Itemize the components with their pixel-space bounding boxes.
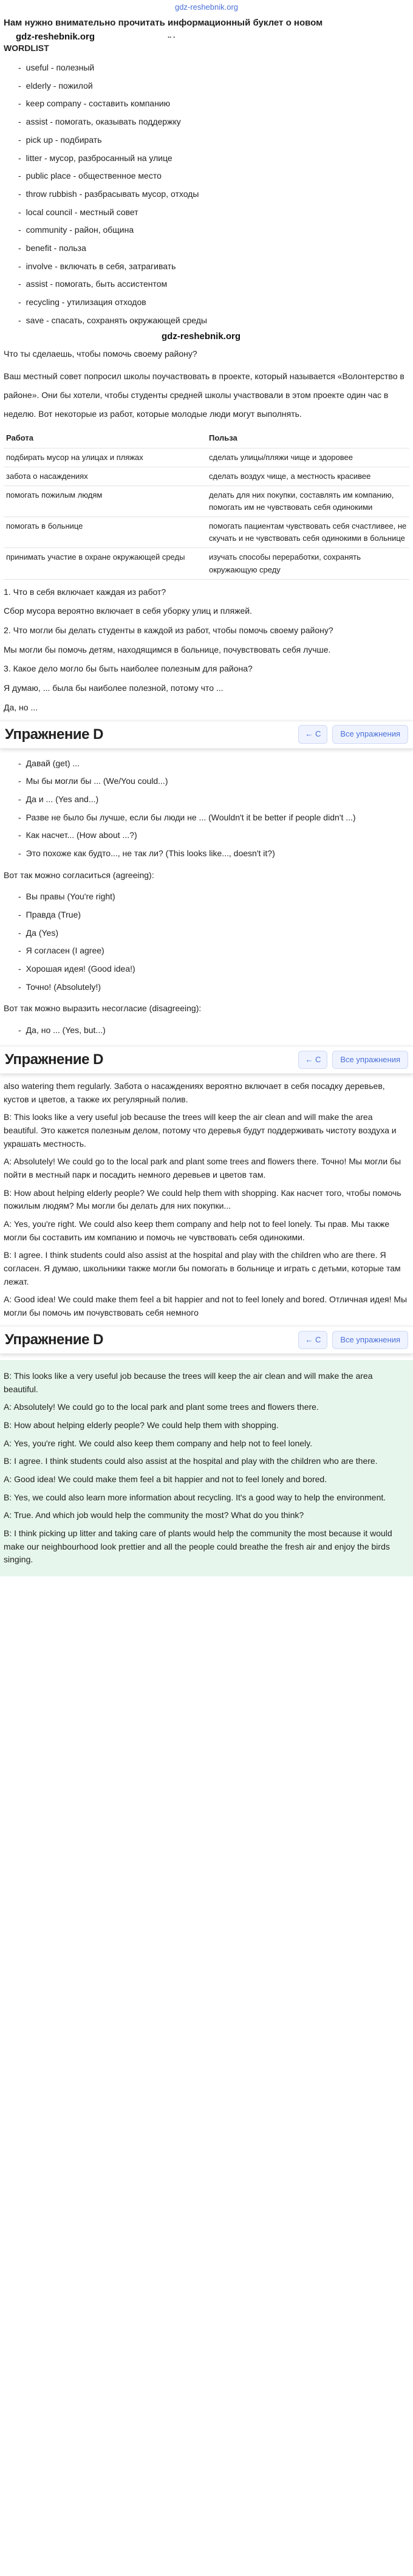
- dialogue-line: B: I agree. I think students could also assist at the hospital and play with the children who are there.: [4, 1456, 378, 1466]
- dialogue-line: A: Yes, you're right. We could also keep them company and help not to feel lonely. Ты прав. Мы также могли бы составить им компанию и помочь не чувствовать себя одинокими.: [4, 1219, 390, 1242]
- exercise-nav-bar: [0, 1326, 413, 1354]
- dialogue-line: A: Good idea! We could make them feel a bit happier and not to feel lonely and bored.: [4, 1474, 327, 1484]
- list-item: - pick up - подбирать: [18, 131, 409, 149]
- table-cell: помогать пожилым людям: [4, 486, 206, 517]
- dialogue-line: A: Good idea! We could make them feel a bit happier and not to feel lonely and bored. Отличная идея! Мы могли бы помочь им почувствовать себя немного: [4, 1294, 408, 1318]
- list-item: - Да и ... (Yes and...): [18, 791, 409, 809]
- dialogue-line: B: How about helping elderly people? We could help them with shopping. Как насчет того, чтобы помочь пожилым людям? Мы могли бы делать для них покупки...: [4, 1187, 401, 1211]
- list-item: - Как насчет... (How about ...?): [18, 826, 409, 845]
- list-item: - recycling - утилизация отходов: [18, 294, 409, 312]
- table-row: [4, 448, 409, 467]
- list-item: - useful - полезный: [18, 59, 409, 77]
- table-cell: забота о насаждениях: [4, 467, 206, 486]
- dialogue-line: B: Yes, we could also learn more information about recycling. It's a good way to help the environment.: [4, 1492, 386, 1502]
- question-2: 2. Что могли бы делать студенты в каждой из работ, чтобы помочь своему району?: [4, 625, 333, 636]
- question-3: 3. Какое дело могло бы быть наиболее полезным для района?: [4, 664, 253, 674]
- table-cell: помогать пациентам чувствовать себя счастливее, не скучать и не чувствовать себя одинокими в больнице: [206, 517, 409, 548]
- exercise-nav-bar: [0, 1046, 413, 1074]
- dialogue-line: also watering them regularly. Забота о насаждениях вероятно включает в себя посадку деревьев, кустов и цветов, а также их регулярный полив.: [4, 1080, 385, 1104]
- list-item: - Давай (get) ...: [18, 755, 409, 773]
- phrases-list: [18, 755, 409, 863]
- site-link[interactable]: gdz-reshebnik.org: [174, 2, 239, 12]
- list-item: - public place - общественное место: [18, 167, 409, 185]
- watermark-row: [4, 329, 409, 342]
- list-item: - Правда (True): [18, 906, 409, 924]
- previous-exercise-button[interactable]: ← C: [298, 1331, 327, 1349]
- list-item: - community - район, община: [18, 221, 409, 239]
- watermark: gdz-reshebnik.org: [16, 32, 95, 43]
- table-cell: делать для них покупки, составлять им компанию, помогать им не чувствовать себя одинокими: [206, 486, 409, 517]
- list-item: - Да (Yes): [18, 924, 409, 943]
- answer-3: Я думаю, ... была бы наиболее полезной, потому что ...: [4, 683, 224, 693]
- intro-question: Что ты сделаешь, чтобы помочь своему району?: [4, 349, 197, 359]
- table-row: [4, 467, 409, 486]
- answer-2: Мы могли бы помочь детям, находящимся в больнице, почувствовать себя лучше.: [4, 644, 331, 654]
- dialogue-line: B: I agree. I think students could also assist at the hospital and play with the children who are there. Я согласен. Я думаю, школьники также могли бы помогать в больнице и играть с детьми, которые там лежат.: [4, 1250, 401, 1286]
- list-item: - Мы бы могли бы ... (We/You could...): [18, 772, 409, 791]
- exercise-controls: [298, 1051, 408, 1069]
- exercise-title: Упражнение D: [5, 1331, 103, 1348]
- wordlist: [18, 59, 409, 329]
- list-item: - assist - помогать, оказывать поддержку: [18, 113, 409, 131]
- intro-paragraph: Ваш местный совет попросил школы поучаствовать в проекте, который называется «Волонтерство в районе». Они бы хотели, чтобы студенты средней школы участвовали в этом проекте один час в неделю. Вот некоторые из работ, которые молодые люди могут выполнять.: [4, 371, 404, 419]
- table-cell: помогать в больнице: [4, 517, 206, 548]
- list-item: - local council - местный совет: [18, 204, 409, 222]
- table-cell: принимать участие в охране окружающей среды: [4, 548, 206, 579]
- table-row: [4, 548, 409, 579]
- list-item: - save - спасать, сохранять окружающей среды: [18, 312, 409, 330]
- list-item: - Хорошая идея! (Good idea!): [18, 960, 409, 978]
- disagreeing-list: [18, 1022, 409, 1040]
- list-item: - Это похоже как будто..., не так ли? (This looks like..., doesn't it?): [18, 845, 409, 863]
- column-header: Работа: [4, 429, 206, 448]
- dialogue-line: B: How about helping elderly people? We could help them with shopping.: [4, 1420, 279, 1430]
- list-item: - elderly - пожилой: [18, 77, 409, 95]
- exercise-title: Упражнение D: [5, 726, 103, 743]
- page-title: Нам нужно внимательно прочитать информационный буклет о новом: [4, 18, 323, 29]
- answer-1: Сбор мусора вероятно включает в себя уборку улиц и пляжей.: [4, 606, 252, 616]
- dialogue-line: A: Absolutely! We could go to the local park and plant some trees and flowers there. Точно! Мы могли бы пойти в местный парк и посадить немного деревьев и цветов там.: [4, 1156, 401, 1180]
- list-item: - litter - мусор, разбросанный на улице: [18, 149, 409, 168]
- watermark-row: [4, 30, 409, 42]
- exercise-nav-bar: [0, 721, 413, 749]
- tasks-table: [4, 429, 409, 579]
- dialogue-line: B: This looks like a very useful job because the trees will keep the air clean and will make the area beautiful. Это кажется полезным делом, потому что деревья будут поддерживать чистоту воздуха и украшать местность.: [4, 1112, 397, 1149]
- dialogue-line: B: This looks like a very useful job because the trees will keep the air clean and will make the area beautiful.: [4, 1370, 373, 1394]
- list-item: - Точно! (Absolutely!): [18, 978, 409, 997]
- question-1: 1. Что в себя включает каждая из работ?: [4, 586, 166, 597]
- agreeing-list: [18, 888, 409, 996]
- agreeing-label: Вот так можно согласиться (agreeing):: [4, 870, 154, 880]
- list-item: - Я согласен (I agree): [18, 942, 409, 960]
- exercise-title: Упражнение D: [5, 1051, 103, 1068]
- list-item: - Да, но ... (Yes, but...): [18, 1022, 409, 1040]
- table-cell: сделать воздух чище, а местность красивее: [206, 467, 409, 486]
- all-exercises-button[interactable]: Все упражнения: [332, 1051, 408, 1069]
- list-item: - assist - помогать, быть ассистентом: [18, 275, 409, 294]
- exercise-controls: [298, 725, 408, 743]
- previous-exercise-button[interactable]: ← C: [298, 725, 327, 743]
- wordlist-heading: WORDLIST: [4, 43, 49, 53]
- dialogue-line: A: True. And which job would help the community the most? What do you think?: [4, 1510, 304, 1520]
- table-row: [4, 486, 409, 517]
- watermark: gdz-reshebnik.org: [162, 331, 241, 342]
- answer-3b: Да, но ...: [4, 702, 38, 712]
- list-item: - benefit - польза: [18, 239, 409, 258]
- column-header: Польза: [206, 429, 409, 448]
- table-header-row: [4, 429, 409, 448]
- previous-exercise-button[interactable]: ← C: [298, 1051, 327, 1069]
- list-item: - involve - включать в себя, затрагивать: [18, 258, 409, 276]
- table-cell: изучать способы переработки, сохранять окружающую среду: [206, 548, 409, 579]
- list-item: - Разве не было бы лучше, если бы люди не ... (Wouldn't it be better if people didn't ...): [18, 809, 409, 827]
- list-item: - keep company - составить компанию: [18, 95, 409, 113]
- all-exercises-button[interactable]: Все упражнения: [332, 725, 408, 743]
- exercise-controls: [298, 1331, 408, 1349]
- dialogue-line: B: I think picking up litter and taking care of plants would help the community the most because it would make our neighbourhood look prettier and all the people could breathe the fresh air and enjoy the birds singing.: [4, 1528, 392, 1565]
- list-item: - Вы правы (You're right): [18, 888, 409, 906]
- dialogue-line: A: Yes, you're right. We could also keep them company and help not to feel lonely.: [4, 1438, 313, 1448]
- header-dots: .. .: [168, 32, 176, 40]
- answer-dialogue: [0, 1360, 413, 1576]
- table-row: [4, 517, 409, 548]
- all-exercises-button[interactable]: Все упражнения: [332, 1331, 408, 1349]
- table-cell: подбирать мусор на улицах и пляжах: [4, 448, 206, 467]
- disagreeing-label: Вот так можно выразить несогласие (disagreeing):: [4, 1003, 202, 1014]
- list-item: - throw rubbish - разбрасывать мусор, отходы: [18, 185, 409, 204]
- table-cell: сделать улицы/пляжи чище и здоровее: [206, 448, 409, 467]
- dialogue-line: A: Absolutely! We could go to the local park and plant some trees and flowers there.: [4, 1402, 319, 1412]
